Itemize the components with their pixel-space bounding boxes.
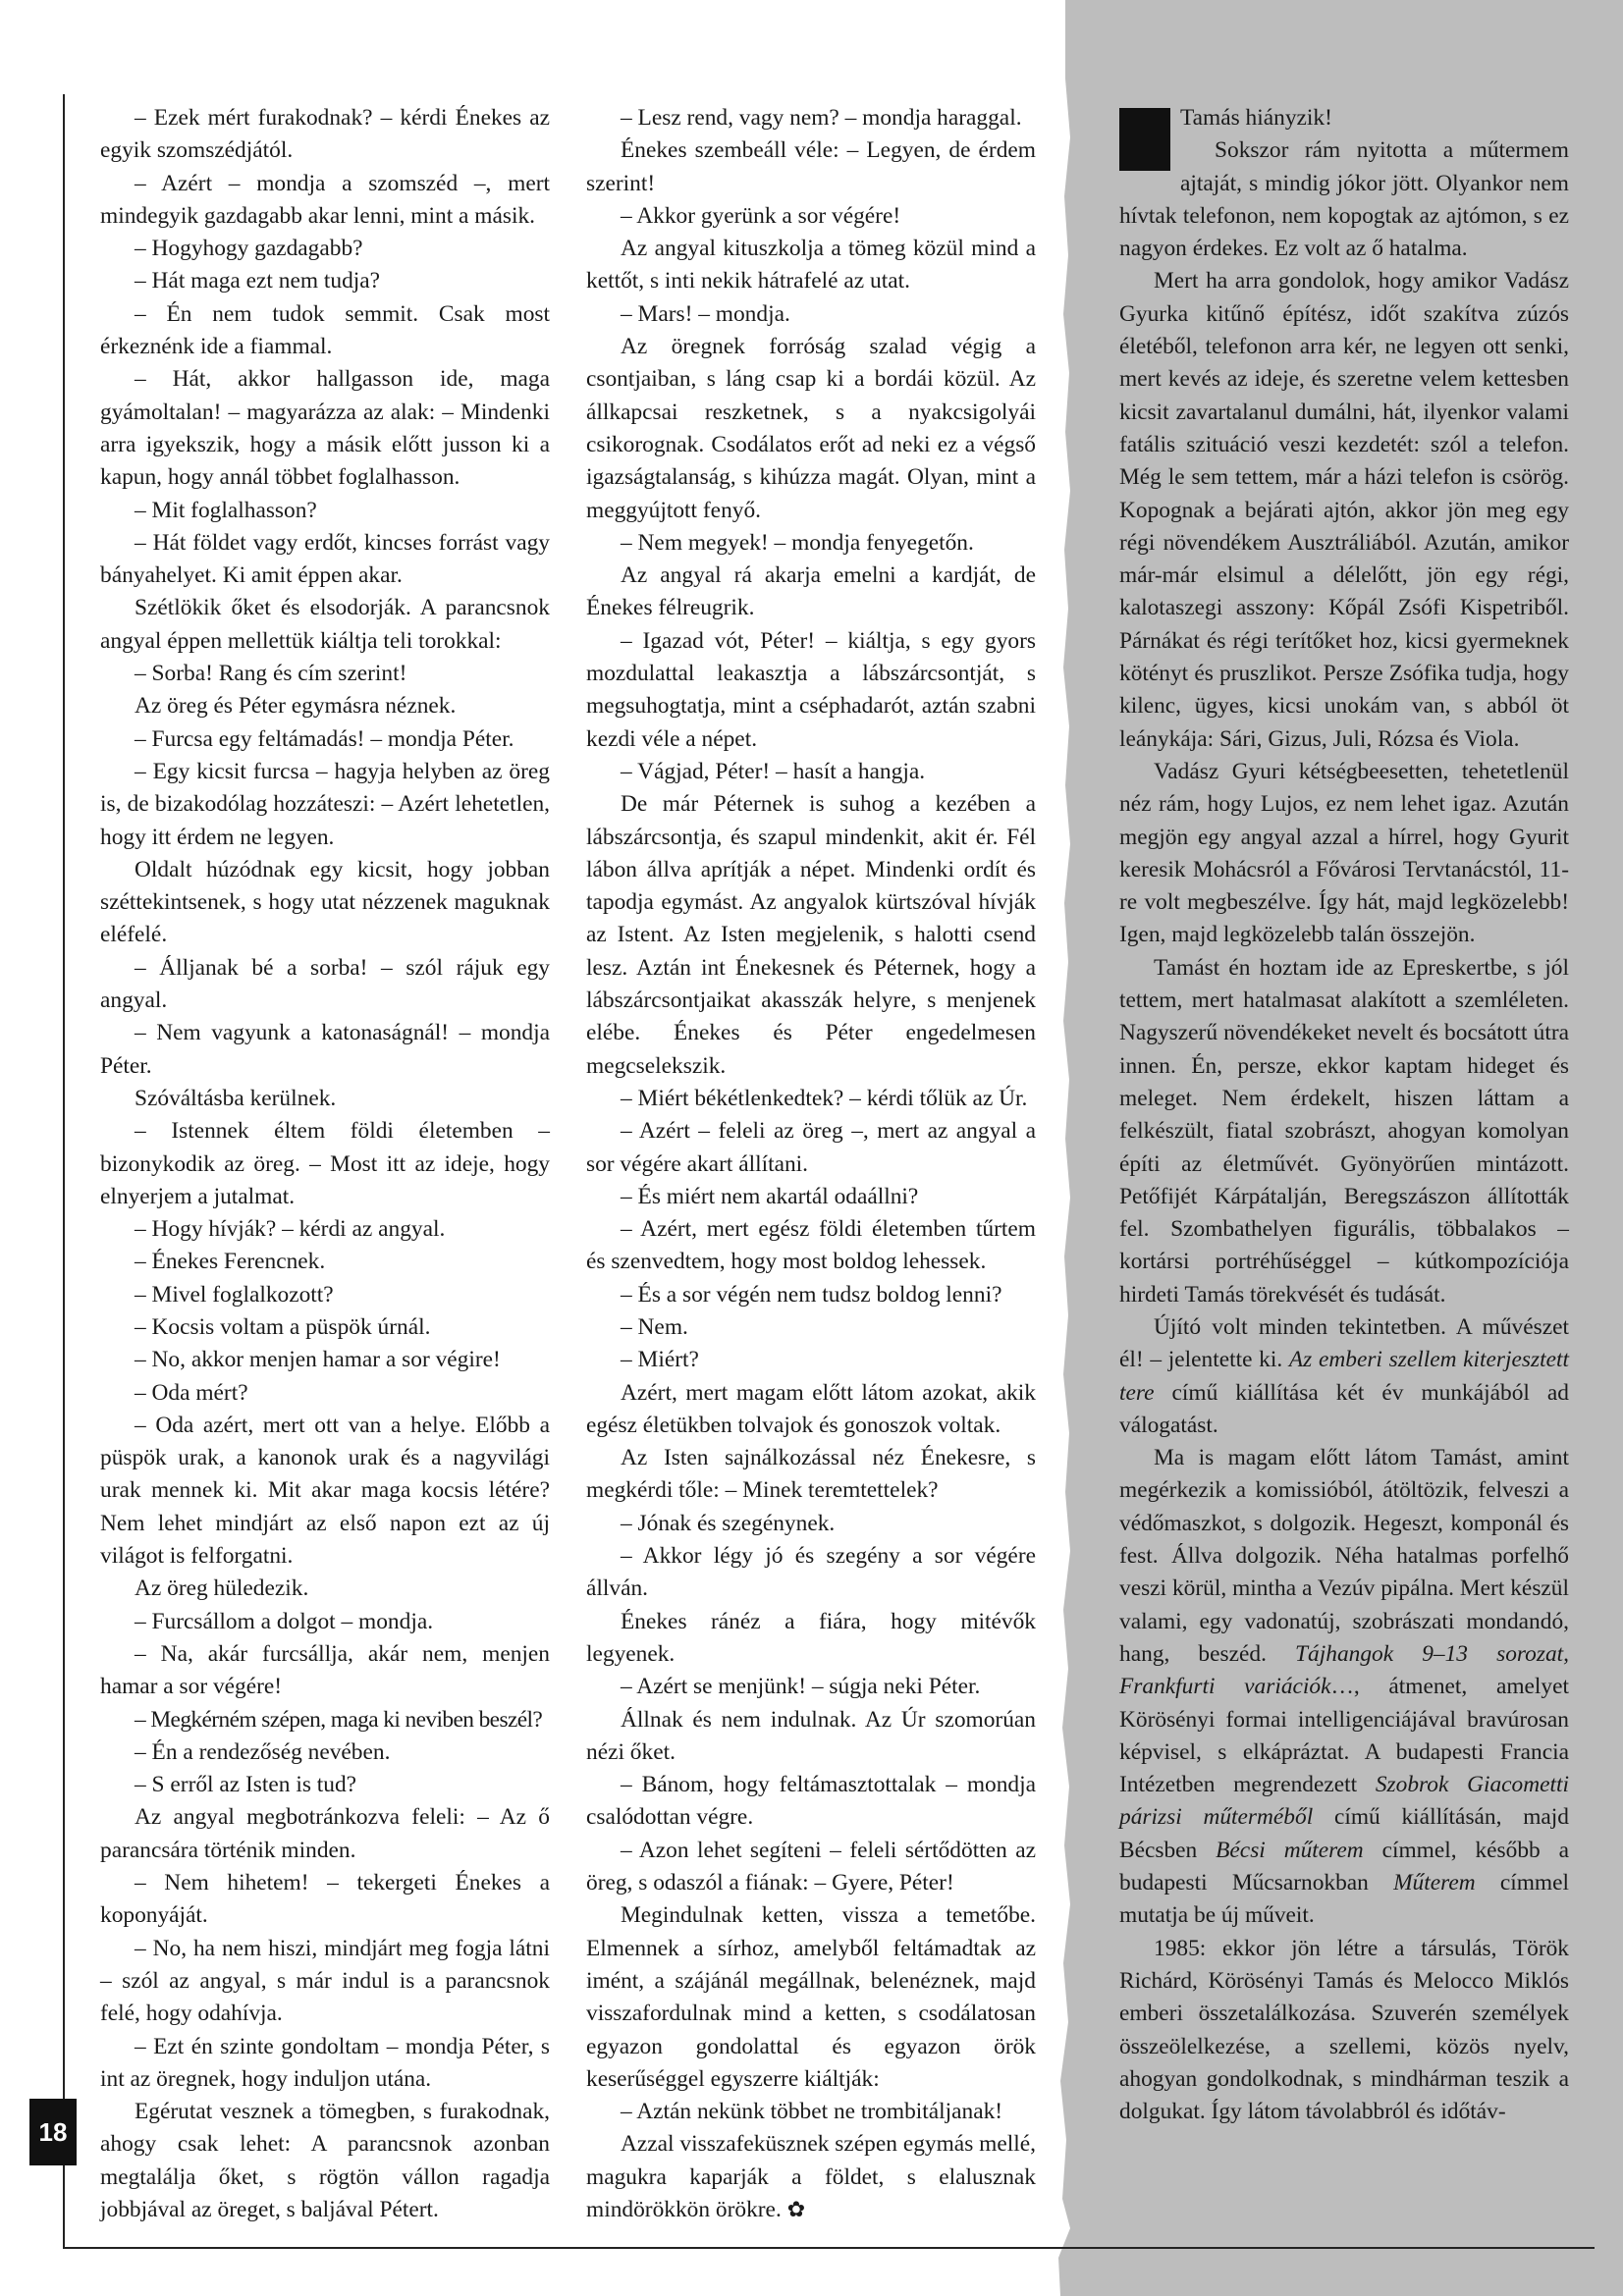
paragraph: Az angyal rá akarja emelni a kardját, de Énekes félreugrik. [586, 562, 1036, 621]
paragraph: Szóváltásba kerülnek. [135, 1085, 337, 1111]
paragraph: – Miért? [621, 1347, 699, 1373]
paragraph: – Nem megyek! – mondja fenyegetőn. [621, 529, 974, 556]
paragraph: – Nem vagyunk a katonaságnál! – mondja Péter. [100, 1020, 550, 1079]
paragraph: De már Péternek is suhog a kezében a lábszárcsontja, és szapul mindenkit, akit ér. Fél lábon állva aprítják a népet. Mindenki ordít és tapodja egymást. Az angyalok kürtszóval hívják az Istent. Az Isten megjelenik, s halotti csend lesz. Aztán int Énekesnek és Péternek, hogy a lábszárcsontjaikat akasszák helyre, s menjenek elébe. Énekes és Péter engedelmesen megcselekszik. [586, 791, 1036, 1079]
paragraph: – S erről az Isten is tud? [135, 1772, 357, 1798]
paragraph: – Azért – mondja a szomszéd –, mert mindegyik gazdagabb akar lenni, mint a másik. [100, 170, 550, 229]
paragraph: Énekes ránéz a fiára, hogy mitévők legyenek. [586, 1608, 1036, 1667]
paragraph: – Hát maga ezt nem tudja? [135, 268, 381, 294]
exhibition-title: Az emberi szellem kiterjesztett tere [1119, 1347, 1569, 1406]
text-run: című kiállítása két év munkájából ad válogatást. [1119, 1379, 1569, 1438]
text-run: címmel mutatja be új műveit. [1119, 1870, 1569, 1929]
paragraph: – Hogyhogy gazdagabb? [135, 236, 363, 262]
paragraph: – Énekes Ferencnek. [135, 1249, 326, 1275]
work-title: Tájhangok 9–13 sorozat, Frankfurti variációk [1119, 1640, 1569, 1700]
paragraph: – No, akkor menjen hamar a sor végire! [135, 1347, 501, 1373]
page-number: 18 [29, 2099, 77, 2165]
paragraph: – Bánom, hogy feltámasztottalak – mondja csalódottan végre. [586, 1772, 1036, 1831]
paragraph: – Jónak és szegénynek. [621, 1510, 836, 1536]
paragraph: – Ezt én szinte gondoltam – mondja Péter, s int az öregnek, hogy induljon utána. [100, 2033, 550, 2092]
intro-line: Tamás hiányzik! [1180, 105, 1332, 131]
paragraph: – Na, akár furcsállja, akár nem, menjen hamar a sor végére! [100, 1640, 550, 1700]
paragraph: – Hát földet vagy erdőt, kincses forrást vagy bányahelyet. Ki amit éppen akar. [100, 529, 550, 589]
text-run: címmel, később a budapesti Műcsarnokban [1119, 1837, 1569, 1896]
paragraph: – És a sor végén nem tudsz boldog lenni? [621, 1281, 1002, 1308]
paragraph: – Mars! – mondja. [621, 300, 790, 327]
paragraph: Az öregnek forróság szalad végig a csontjaiban, s láng csap ki a bordái közül. Az állkapcsai reszketnek, s a nyakcsigolyái csikorognak. Csodálatos erőt ad neki ez a végső igazságtalanság, s kihúzza magát. Olyan, mint a meggyújtott fenyő. [586, 334, 1036, 523]
text-column-3 [1119, 102, 1569, 2128]
paragraph: – Azért, mert egész földi életemben tűrtem és szenvedtem, hogy most boldog lehessek. [586, 1216, 1036, 1275]
paragraph: Az öreg és Péter egymásra néznek. [135, 693, 457, 720]
paragraph: Sokszor rám nyitotta a műtermem ajtaját, s mindig jókor jött. Olyankor nem hívtak telefonon, nem kopogtak az ajtómon, s ez nagyon érdekes. Ez volt az ő hatalma. [1119, 137, 1569, 262]
paragraph: 1985: ekkor jön létre a társulás, Török Richárd, Körösényi Tamás és Melocco Miklós emberi összetalálkozása. Szuverén személyek összeölelkezése, a szellemi, közös nyelv, ahogyan gondolkodnak, s mindhárman teszik a dolgukat. Így látom távolabbról és időtáv- [1119, 1935, 1569, 2125]
paragraph: – Aztán nekünk többet ne trombitáljanak! [621, 2099, 1003, 2125]
paragraph: – Én nem tudok semmit. Csak most érkeznénk ide a fiammal. [100, 300, 550, 360]
exhibition-title: Szobrok Giacometti párizsi műterméből [1119, 1772, 1570, 1831]
paragraph: – Lesz rend, vagy nem? – mondja haraggal. [621, 105, 1022, 131]
black-square-marker [1119, 108, 1170, 171]
paragraph: – Furcsállom a dolgot – mondja. [135, 1608, 434, 1634]
paragraph: – Kocsis voltam a püspök úrnál. [135, 1313, 431, 1340]
paragraph: Szétlökik őket és elsodorják. A parancsnok angyal éppen mellettük kiáltja teli torokkal: [100, 595, 550, 654]
paragraph: – Akkor gyerünk a sor végére! [621, 202, 901, 229]
paragraph: – Hogy hívják? – kérdi az angyal. [135, 1216, 446, 1243]
exhibition-title: Bécsi műterem [1216, 1837, 1364, 1863]
paragraph: Az angyal kituszkolja a tömeg közül mind a kettőt, s inti nekik hátrafelé az utat. [586, 236, 1036, 294]
end-ornament-icon: ✿ [786, 2198, 806, 2222]
paragraph: – Mivel foglalkozott? [135, 1281, 334, 1308]
paragraph: Azért, mert magam előtt látom azokat, akik egész életükben tolvajok és gonoszok voltak. [586, 1379, 1036, 1438]
paragraph: – Nem. [621, 1313, 688, 1340]
paragraph [1119, 1442, 1569, 1932]
paragraph: – Én a rendezőség nevében. [135, 1738, 391, 1765]
paragraph: – Oda mért? [135, 1379, 248, 1406]
text-run: Ma is magam előtt látom Tamást, amint megérkezik a komissióból, átöltözik, felveszi a védőmaszkot, s dolgozik. Hegeszt, komponál és fest. Állva dolgozik. Néha hatalmas porfelhő veszi körül, mintha a Vezúv pipálna. Mert készül valami, egy vadonatúj, szobrászati mondandó, hang, beszéd. [1119, 1445, 1569, 1667]
exhibition-title: Műterem [1393, 1870, 1476, 1896]
paragraph: – Hát, akkor hallgasson ide, maga gyámoltalan! – magyarázza az alak: – Mindenki arra igyekszik, hogy a másik előtt jusson ki a kapun, hogy annál többet foglalhasson. [100, 366, 550, 491]
paragraph: – Azon lehet segíteni – feleli sértődötten az öreg, s odaszól a fiának: – Gyere, Péter! [586, 1837, 1036, 1896]
paragraph [1119, 102, 1569, 134]
paragraph: Mert ha arra gondolok, hogy amikor Vadász Gyurka kitűnő építész, időt szakítva zúzós életéből, telefonon arra kér, ne legyen ott senki, mert kevés az ideje, és szeretne velem kettesben kicsit zavartalanul dumálni, hát, ilyenkor valami fatális szituáció veszi kezdetét: szól a telefon. Még le sem tettem, már a házi telefon is csörög. Kopognak a bejárati ajtón, akkor jön meg egy régi növendékem Ausztráliából. Azután, amikor már-már elsimul a délelőtt, jön egy régi, kalotaszegi asszony: Kőpál Zsófi Kispetriből. Párnákat és régi terítőket hoz, kicsi gyermeknek kötényt és pruszlikot. Persze Zsófika tudja, hogy kilenc, ügyes, kicsi unokám van, s abból öt leánykája: Sári, Gizus, Juli, Rózsa és Viola. [1119, 268, 1569, 752]
paragraph [586, 2128, 1036, 2226]
text-column-1 [100, 102, 550, 2226]
paragraph: – Egy kicsit furcsa – hagyja helyben az öreg is, de bizakodólag hozzáteszi: – Azért lehetetlen, hogy itt érdem ne legyen. [100, 758, 550, 850]
paragraph: Oldalt húzódnak egy kicsit, hogy jobban széttekintsenek, s hogy utat nézzenek maguknak eléfelé. [100, 856, 550, 948]
text-run: Újító volt minden tekintetben. A művészet él! – jelentette ki. [1119, 1313, 1569, 1373]
paragraph: Állnak és nem indulnak. Az Úr szomorúan nézi őket. [586, 1706, 1036, 1765]
paragraph: – Nem hihetem! – tekergeti Énekes a koponyáját. [100, 1870, 550, 1929]
paragraph: – Mit foglalhasson? [135, 497, 317, 523]
paragraph: – Megkérném szépen, maga ki neviben beszél? [135, 1706, 543, 1733]
paragraph: – Igazad vót, Péter! – kiáltja, s egy gyors mozdulattal leakasztja a lábszárcsontját, s megsuhogtatja, mint a cséphadarót, aztán szabni kezdi véle a népet. [586, 627, 1036, 752]
paragraph: – Miért békétlenkedtek? – kérdi tőlük az Úr. [621, 1085, 1028, 1111]
paragraph: Vadász Gyuri kétségbeesetten, tehetetlenül néz rám, hogy Lujos, ez nem lehet igaz. Azután megjön egy angyal azzal a hírrel, hogy Gyurit keresik Mohácsról a Fővárosi Tervtanácstól, 11-re volt megbeszélve. Így hát, majd legközelebb! Igen, majd legközelebb talán összejön. [1119, 758, 1569, 948]
paragraph: – Vágjad, Péter! – hasít a hangja. [621, 758, 926, 784]
paragraph: Az angyal megbotránkozva feleli: – Az ő parancsára történik minden. [100, 1804, 550, 1863]
paragraph: Az Isten sajnálkozással néz Énekesre, s megkérdi tőle: – Minek teremtettelek? [586, 1445, 1036, 1504]
paragraph: – No, ha nem hiszi, mindjárt meg fogja látni – szól az angyal, s már indul is a parancsnok felé, hogy odahívja. [100, 1935, 550, 2027]
paragraph: Az öreg hüledezik. [135, 1575, 309, 1602]
paragraph: – És miért nem akartál odaállni? [621, 1183, 919, 1209]
text-column-2 [586, 102, 1036, 2226]
paragraph: – Azért – feleli az öreg –, mert az angyal a sor végére akart állítani. [586, 1118, 1036, 1177]
paragraph: – Oda azért, mert ott van a helye. Előbb a püspök urak, a kanonok urak és a nagyvilági urak mennek ki. Mit akar maga kocsis létére? Nem lehet mindjárt az első napon ezt az új világot is felforgatni. [100, 1412, 550, 1570]
closing-text: Azzal visszafeküsznek szépen egymás mellé, magukra kaparják a földet, s elalusznak mindörökkön örökre. [586, 2131, 1036, 2222]
paragraph: – Álljanak bé a sorba! – szól rájuk egy angyal. [100, 954, 550, 1014]
paragraph: – Ezek mért furakodnak? – kérdi Énekes az egyik szomszédjától. [100, 105, 550, 164]
paragraph: Megindulnak ketten, vissza a temetőbe. Elmennek a sírhoz, amelyből feltámadtak az imént, a szájánál megállnak, belenéznek, majd visszafordulnak mind a ketten, s csodálatosan egyazon gondolattal és egyazon örök keserűséggel egyszerre kiáltják: [586, 1902, 1036, 2092]
paragraph [1119, 1311, 1569, 1442]
paragraph: – Sorba! Rang és cím szerint! [135, 661, 407, 687]
paragraph: Énekes szembeáll véle: – Legyen, de érdem szerint! [586, 137, 1036, 196]
paragraph: – Istennek éltem földi életemben – bizonykodik az öreg. – Most itt az ideje, hogy elnyerjem a jutalmat. [100, 1118, 550, 1209]
text-run: című kiállításán, majd Bécsben [1119, 1804, 1569, 1863]
paragraph: Egérutat vesznek a tömegben, s furakodnak, ahogy csak lehet: A parancsnok azonban megtalálja őket, s rögtön vállon ragadja jobbjával az öreget, s baljával Pétert. [100, 2099, 550, 2222]
text-run: …, átmenet, amelyet Körösényi formai intelligenciájával bravúrosan képvisel, s elkápráztat. A budapesti Francia Intézetben megrendezett [1119, 1674, 1569, 1798]
paragraph: – Furcsa egy feltámadás! – mondja Péter. [135, 725, 514, 752]
paragraph: – Akkor légy jó és szegény a sor végére állván. [586, 1543, 1036, 1602]
paragraph: Tamást én hoztam ide az Epreskertbe, s jól tettem, mert hatalmasat alakított a szemléleten. Nagyszerű növendékeket nevelt és bocsátott útra innen. Én, persze, ekkor kaptam hideget és meleget. Nem érdekelt, hiszen láttam a felkészült, fiatal szobrászt, ahogyan komolyan építi az életművét. Gyönyörűen mintázott. Petőfijét Kárpátalján, Beregszászon állították fel. Szombathelyen figurális, többalakos – kortársi portréhűséggel – kútkompozíciója hirdeti Tamás törekvését és tudását. [1119, 954, 1569, 1308]
paragraph: – Azért se menjünk! – súgja neki Péter. [621, 1674, 981, 1700]
